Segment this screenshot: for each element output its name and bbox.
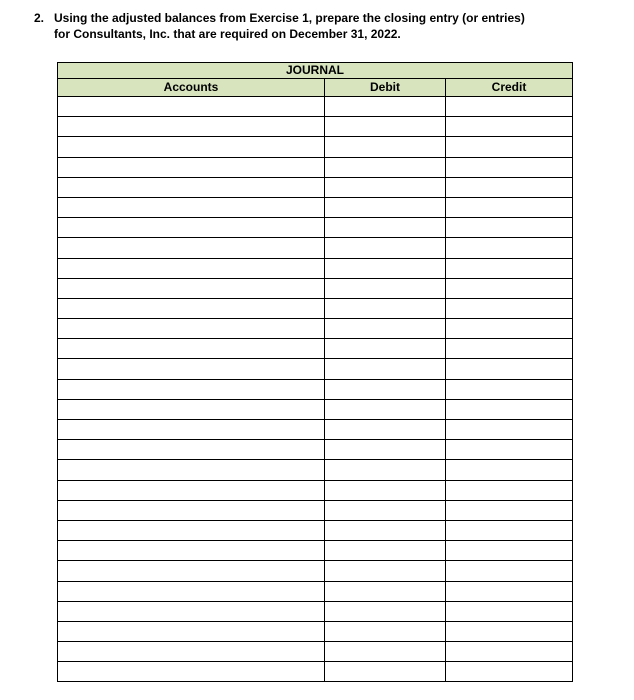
debit-cell[interactable]: [325, 500, 446, 520]
account-cell[interactable]: [58, 500, 325, 520]
debit-cell[interactable]: [325, 520, 446, 540]
journal-row: [58, 177, 573, 197]
credit-cell[interactable]: [446, 137, 573, 157]
credit-cell[interactable]: [446, 319, 573, 339]
account-cell[interactable]: [58, 117, 325, 137]
account-cell[interactable]: [58, 197, 325, 217]
account-cell[interactable]: [58, 177, 325, 197]
journal-table: [57, 62, 573, 682]
credit-header: Credit: [446, 79, 573, 97]
credit-cell[interactable]: [446, 541, 573, 561]
journal-row: [58, 359, 573, 379]
credit-cell[interactable]: [446, 177, 573, 197]
debit-cell[interactable]: [325, 157, 446, 177]
account-cell[interactable]: [58, 97, 325, 117]
journal-row: [58, 117, 573, 137]
debit-cell[interactable]: [325, 197, 446, 217]
debit-cell[interactable]: [325, 561, 446, 581]
account-cell[interactable]: [58, 238, 325, 258]
account-cell[interactable]: [58, 520, 325, 540]
debit-cell[interactable]: [325, 218, 446, 238]
debit-cell[interactable]: [325, 440, 446, 460]
debit-cell[interactable]: [325, 339, 446, 359]
account-cell[interactable]: [58, 621, 325, 641]
credit-cell[interactable]: [446, 581, 573, 601]
journal-body: [58, 97, 573, 682]
credit-cell[interactable]: [446, 480, 573, 500]
account-cell[interactable]: [58, 662, 325, 682]
credit-cell[interactable]: [446, 642, 573, 662]
debit-cell[interactable]: [325, 177, 446, 197]
credit-cell[interactable]: [446, 359, 573, 379]
credit-cell[interactable]: [446, 258, 573, 278]
debit-cell[interactable]: [325, 460, 446, 480]
credit-cell[interactable]: [446, 601, 573, 621]
journal-row: [58, 662, 573, 682]
debit-cell[interactable]: [325, 379, 446, 399]
account-cell[interactable]: [58, 298, 325, 318]
account-cell[interactable]: [58, 581, 325, 601]
journal-row: [58, 258, 573, 278]
credit-cell[interactable]: [446, 117, 573, 137]
accounts-header: Accounts: [58, 79, 325, 97]
credit-cell[interactable]: [446, 460, 573, 480]
account-cell[interactable]: [58, 218, 325, 238]
question-text: [34, 11, 594, 42]
credit-cell[interactable]: [446, 520, 573, 540]
credit-cell[interactable]: [446, 97, 573, 117]
account-cell[interactable]: [58, 379, 325, 399]
journal-title: JOURNAL: [58, 63, 573, 79]
account-cell[interactable]: [58, 319, 325, 339]
credit-cell[interactable]: [446, 420, 573, 440]
credit-cell[interactable]: [446, 339, 573, 359]
account-cell[interactable]: [58, 278, 325, 298]
debit-cell[interactable]: [325, 298, 446, 318]
debit-cell[interactable]: [325, 278, 446, 298]
journal-row: [58, 520, 573, 540]
question-line-2: for Consultants, Inc. that are required on December 31, 2022.: [54, 26, 401, 41]
journal-row: [58, 541, 573, 561]
credit-cell[interactable]: [446, 561, 573, 581]
journal-row: [58, 480, 573, 500]
debit-cell[interactable]: [325, 581, 446, 601]
credit-cell[interactable]: [446, 238, 573, 258]
account-cell[interactable]: [58, 339, 325, 359]
debit-cell[interactable]: [325, 642, 446, 662]
journal-row: [58, 157, 573, 177]
account-cell[interactable]: [58, 440, 325, 460]
journal-row: [58, 621, 573, 641]
question-number: 2.: [34, 11, 45, 25]
debit-cell[interactable]: [325, 137, 446, 157]
debit-cell[interactable]: [325, 601, 446, 621]
debit-cell[interactable]: [325, 662, 446, 682]
debit-cell[interactable]: [325, 480, 446, 500]
account-cell[interactable]: [58, 480, 325, 500]
debit-cell[interactable]: [325, 541, 446, 561]
question-line-1: Using the adjusted balances from Exercise 1, prepare the closing entry (or entries): [54, 11, 525, 25]
account-cell[interactable]: [58, 420, 325, 440]
debit-cell[interactable]: [325, 238, 446, 258]
credit-cell[interactable]: [446, 157, 573, 177]
debit-header: Debit: [325, 79, 446, 97]
journal-row: [58, 197, 573, 217]
account-cell[interactable]: [58, 359, 325, 379]
debit-cell[interactable]: [325, 621, 446, 641]
credit-cell[interactable]: [446, 278, 573, 298]
credit-cell[interactable]: [446, 621, 573, 641]
journal-row: [58, 420, 573, 440]
debit-cell[interactable]: [325, 117, 446, 137]
journal-row: [58, 601, 573, 621]
journal-row: [58, 218, 573, 238]
debit-cell[interactable]: [325, 319, 446, 339]
account-cell[interactable]: [58, 561, 325, 581]
journal-row: [58, 97, 573, 117]
account-cell[interactable]: [58, 460, 325, 480]
journal-row: [58, 278, 573, 298]
credit-cell[interactable]: [446, 662, 573, 682]
credit-cell[interactable]: [446, 218, 573, 238]
account-cell[interactable]: [58, 137, 325, 157]
debit-cell[interactable]: [325, 258, 446, 278]
journal-row: [58, 500, 573, 520]
journal-row: [58, 440, 573, 460]
journal-row: [58, 642, 573, 662]
journal-row: [58, 581, 573, 601]
debit-cell[interactable]: [325, 420, 446, 440]
account-cell[interactable]: [58, 157, 325, 177]
credit-cell[interactable]: [446, 379, 573, 399]
journal-row: [58, 561, 573, 581]
account-cell[interactable]: [58, 399, 325, 419]
journal-row: [58, 298, 573, 318]
credit-cell[interactable]: [446, 399, 573, 419]
debit-cell[interactable]: [325, 359, 446, 379]
debit-cell[interactable]: [325, 97, 446, 117]
journal-row: [58, 137, 573, 157]
journal-row: [58, 339, 573, 359]
credit-cell[interactable]: [446, 298, 573, 318]
journal-row: [58, 379, 573, 399]
account-cell[interactable]: [58, 258, 325, 278]
journal-row: [58, 399, 573, 419]
credit-cell[interactable]: [446, 440, 573, 460]
journal-row: [58, 319, 573, 339]
journal-row: [58, 238, 573, 258]
credit-cell[interactable]: [446, 197, 573, 217]
account-cell[interactable]: [58, 541, 325, 561]
debit-cell[interactable]: [325, 399, 446, 419]
credit-cell[interactable]: [446, 500, 573, 520]
journal-row: [58, 460, 573, 480]
account-cell[interactable]: [58, 642, 325, 662]
account-cell[interactable]: [58, 601, 325, 621]
